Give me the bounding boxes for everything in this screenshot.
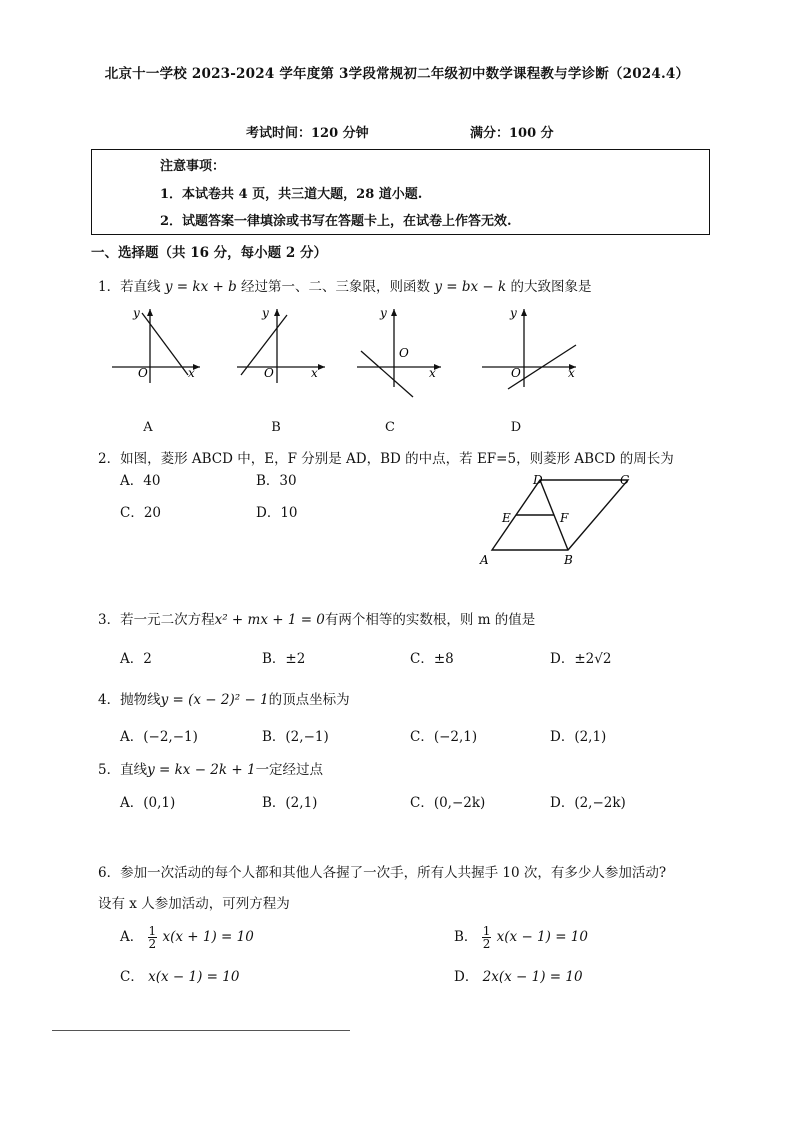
q1-text-post: 的大致图象是 <box>510 279 592 295</box>
q1-number: 1． <box>98 279 121 295</box>
q1d-origin-label: O <box>511 366 521 380</box>
q6-option-d[interactable] <box>454 965 583 985</box>
q6a-frac-den: 2 <box>148 937 157 951</box>
q5-option-d[interactable]: D．(2,−2k) <box>550 795 626 811</box>
q6-option-b[interactable] <box>454 925 588 950</box>
notice-title: 注意事项： <box>160 159 226 174</box>
q4-option-d[interactable]: D．(2,1) <box>550 729 607 745</box>
q6c-label: C． <box>120 969 144 985</box>
q4-option-c[interactable]: C．(−2,1) <box>410 729 478 745</box>
q1-graph-a <box>112 305 202 385</box>
q1-label-a: A <box>143 420 153 435</box>
q5-option-a[interactable]: A．(0,1) <box>120 795 176 811</box>
q6a-expression: x(x + 1) = 10 <box>162 929 254 945</box>
q1a-origin-label: O <box>138 366 148 380</box>
q2-rhombus-figure <box>478 470 658 570</box>
q1c-y-label: y <box>380 306 387 320</box>
q6b-expression: x(x − 1) = 10 <box>496 929 588 945</box>
section-heading: 一、选择题（共 16 分，每小题 2 分） <box>91 245 327 261</box>
q1-label-b: B <box>271 420 281 435</box>
q2-option-d[interactable]: D．10 <box>256 505 298 521</box>
q6b-frac-num: 1 <box>482 924 491 938</box>
question-3 <box>98 608 535 628</box>
q4-equation: y = (x − 2)² − 1 <box>160 692 269 708</box>
q1-label-d: D <box>510 420 522 435</box>
q6a-label: A． <box>120 929 144 945</box>
question-1 <box>98 275 592 295</box>
notice-item-1: 1．本试卷共 4 页，共三道大题，28 道小题. <box>160 187 423 202</box>
q2-point-e: E <box>502 511 511 525</box>
q3-text-pre: 3．若一元二次方程 <box>98 612 215 628</box>
question-6-line-2: 设有 x 人参加活动，可列方程为 <box>98 896 290 912</box>
q3-text-post: 有两个相等的实数根，则 m 的值是 <box>324 612 536 628</box>
q6b-fraction <box>482 925 492 950</box>
q2-point-c: C <box>620 473 630 487</box>
footer-divider <box>52 1030 350 1031</box>
q3-option-c[interactable]: C．±8 <box>410 651 454 667</box>
q2-point-a: A <box>480 553 489 567</box>
q1a-y-label: y <box>133 306 140 320</box>
question-6-line-1: 6．参加一次活动的每个人都和其他人各握了一次手，所有人共握手 10 次，有多少人参加活动? <box>98 865 667 881</box>
q6b-label: B． <box>454 929 478 945</box>
question-5 <box>98 758 323 778</box>
q1a-x-label: x <box>188 366 195 380</box>
q4-option-a[interactable]: A．(−2,−1) <box>120 729 198 745</box>
q1b-y-label: y <box>262 306 269 320</box>
q2-point-f: F <box>560 511 569 525</box>
question-4 <box>98 688 350 708</box>
q1d-x-label: x <box>568 366 575 380</box>
q1-graph-b <box>237 305 327 385</box>
q6b-frac-den: 2 <box>482 937 491 951</box>
q6a-fraction <box>148 925 158 950</box>
q5-equation: y = kx − 2k + 1 <box>147 762 256 778</box>
q3-option-b[interactable]: B．±2 <box>262 651 306 667</box>
q2-point-b: B <box>564 553 573 567</box>
q2-point-d: D <box>533 473 543 487</box>
q5-text-post: 一定经过点 <box>255 762 324 778</box>
q5-option-c[interactable]: C．(0,−2k) <box>410 795 486 811</box>
q5-option-b[interactable]: B．(2,1) <box>262 795 318 811</box>
q1-graph-c <box>357 305 447 385</box>
q6d-expression: 2x(x − 1) = 10 <box>482 969 583 985</box>
q1-graph-d <box>482 305 582 385</box>
q3-equation: x² + mx + 1 = 0 <box>214 612 325 628</box>
q6-option-a[interactable] <box>120 925 254 950</box>
q2-option-b[interactable]: B．30 <box>256 473 297 489</box>
q1b-x-label: x <box>311 366 318 380</box>
q3-option-d[interactable]: D．±2√2 <box>550 651 612 667</box>
q4-text-post: 的顶点坐标为 <box>268 692 350 708</box>
q6d-label: D． <box>454 969 479 985</box>
q5-text-pre: 5．直线 <box>98 762 148 778</box>
q1-equation-1: y = kx + b <box>164 279 237 295</box>
q1-label-c: C <box>385 420 395 435</box>
q2-option-a[interactable]: A．40 <box>120 473 161 489</box>
q3-option-a[interactable]: A．2 <box>120 651 152 667</box>
q6c-expression: x(x − 1) = 10 <box>148 969 240 985</box>
question-2: 2．如图，菱形 ABCD 中，E，F 分别是 AD，BD 的中点，若 EF=5，则菱形 ABCD 的周长为 <box>98 451 674 467</box>
q4-text-pre: 4．抛物线 <box>98 692 161 708</box>
q1-text-pre: 若直线 <box>120 279 161 295</box>
q1d-y-label: y <box>510 306 517 320</box>
q1-text-mid: 经过第一、二、三象限，则函数 <box>241 279 431 295</box>
q6a-frac-num: 1 <box>148 924 157 938</box>
exam-time: 考试时间：120 分钟 <box>246 126 369 141</box>
q4-option-b[interactable]: B．(2,−1) <box>262 729 329 745</box>
q1b-origin-label: O <box>264 366 274 380</box>
q1-equation-2: y = bx − k <box>434 279 507 295</box>
q2-option-c[interactable]: C．20 <box>120 505 162 521</box>
q1c-origin-label: O <box>399 346 409 360</box>
q1c-x-label: x <box>429 366 436 380</box>
full-score: 满分：100 分 <box>470 126 554 141</box>
page-title: 北京十一学校 2023-2024 学年度第 3学段常规初二年级初中数学课程教与学诊断（2024.4） <box>104 66 690 82</box>
q6-option-c[interactable] <box>120 965 239 985</box>
notice-item-2: 2．试题答案一律填涂或书写在答题卡上，在试卷上作答无效. <box>160 214 512 229</box>
